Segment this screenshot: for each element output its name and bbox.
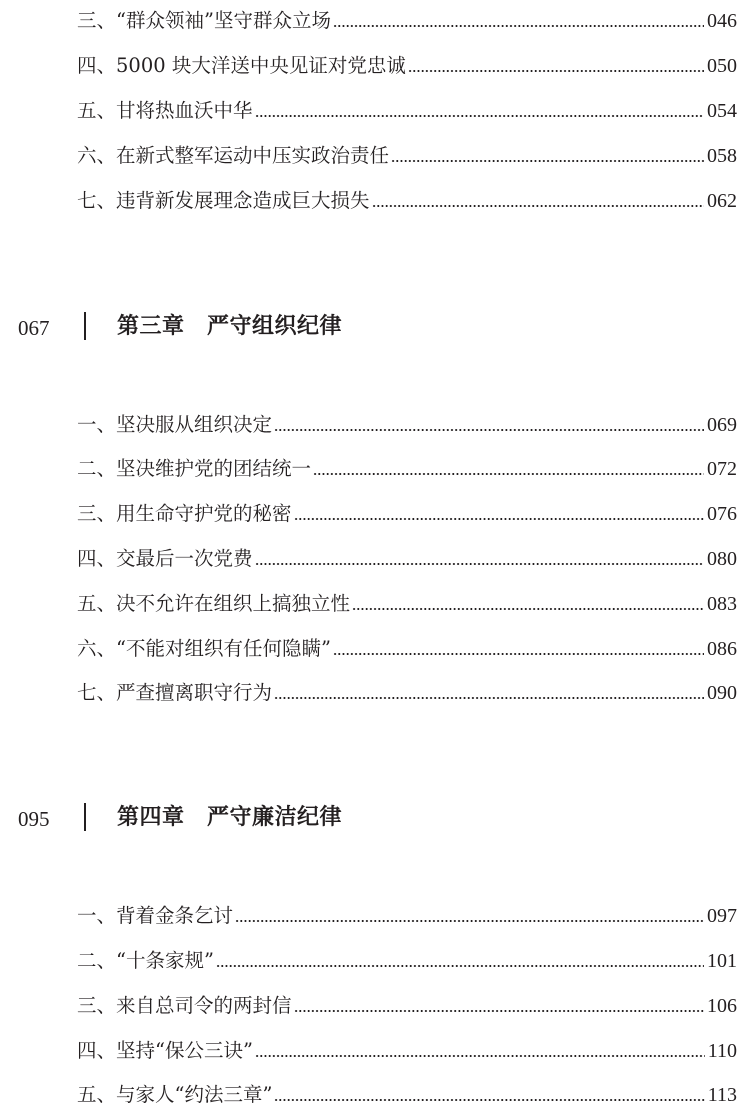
toc-entry-page: 101 xyxy=(707,950,737,972)
toc-entry-page: 062 xyxy=(707,190,737,212)
toc-entry-title: 一、背着金条乞讨 xyxy=(77,904,234,927)
dot-leader xyxy=(372,205,704,207)
toc-entry xyxy=(77,589,737,619)
toc-entry xyxy=(77,1036,737,1066)
dot-leader xyxy=(255,1055,705,1057)
toc-entry-title: 三、来自总司令的两封信 xyxy=(77,994,292,1017)
toc-entry-title: 四、交最后一次党费 xyxy=(77,547,253,570)
toc-entry-page: 110 xyxy=(707,1040,737,1062)
dot-leader xyxy=(274,1099,704,1101)
toc-entry-title: 五、甘将热血沃中华 xyxy=(77,99,253,122)
toc-entry-title: 六、在新式整军运动中压实政治责任 xyxy=(77,144,390,167)
toc-entry-title: 六、“不能对组织有任何隐瞒” xyxy=(77,637,331,660)
chapter-page-number: 067 xyxy=(18,316,50,340)
toc-entry-page: 054 xyxy=(707,100,737,122)
toc-entry-page: 046 xyxy=(707,10,737,32)
dot-leader xyxy=(352,608,704,610)
toc-entry xyxy=(77,6,737,36)
toc-entry xyxy=(77,454,737,484)
chapter-page-number: 095 xyxy=(18,807,50,831)
toc-entry xyxy=(77,141,737,171)
toc-entry-page: 090 xyxy=(707,682,737,704)
toc-entry-title: 四、坚持“保公三诀” xyxy=(77,1039,253,1062)
toc-entry-title: 五、决不允许在组织上搞独立性 xyxy=(77,592,351,615)
toc-entry-page: 106 xyxy=(707,995,737,1017)
toc-entry-title: 三、“群众领袖”坚守群众立场 xyxy=(77,9,331,32)
toc-entry xyxy=(77,499,737,529)
toc-entry-title: 三、用生命守护党的秘密 xyxy=(77,502,292,525)
toc-entry-page: 069 xyxy=(707,414,737,436)
toc-entry-title: 一、坚决服从组织决定 xyxy=(77,413,273,436)
toc-entry-page: 058 xyxy=(707,145,737,167)
dot-leader xyxy=(235,920,704,922)
toc-entry-page: 086 xyxy=(707,638,737,660)
toc-entry-title: 二、“十条家规” xyxy=(77,949,214,972)
toc-entry-title: 七、违背新发展理念造成巨大损失 xyxy=(77,189,370,212)
dot-leader xyxy=(313,473,704,475)
toc-entry-title: 五、与家人“约法三章” xyxy=(77,1083,273,1106)
toc-entry xyxy=(77,678,737,708)
dot-leader xyxy=(216,965,704,967)
toc-entry-page: 113 xyxy=(707,1084,737,1106)
chapter-heading-three xyxy=(0,308,753,348)
toc-entry xyxy=(77,946,737,976)
dot-leader xyxy=(274,429,704,431)
toc-entry-page: 072 xyxy=(707,458,737,480)
toc-entry-page: 083 xyxy=(707,593,737,615)
toc-entry xyxy=(77,51,737,81)
dot-leader xyxy=(255,563,704,565)
dot-leader xyxy=(408,70,704,72)
dot-leader xyxy=(391,160,704,162)
toc-entry-title: 七、严查擅离职守行为 xyxy=(77,681,273,704)
dot-leader xyxy=(333,25,704,27)
toc-entry xyxy=(77,96,737,126)
chapter-heading-four xyxy=(0,799,753,839)
chapter-divider-bar xyxy=(84,803,86,831)
toc-entry xyxy=(77,991,737,1021)
chapter-title: 第四章 严守廉洁纪律 xyxy=(117,805,343,830)
dot-leader xyxy=(255,115,704,117)
toc-entry xyxy=(77,901,737,931)
toc-entry-title: 二、坚决维护党的团结统一 xyxy=(77,457,312,480)
dot-leader xyxy=(333,653,704,655)
toc-entry-title: 四、5000 块大洋送中央见证对党忠诚 xyxy=(77,54,406,77)
toc-entry xyxy=(77,410,737,440)
toc-entry xyxy=(77,186,737,216)
toc-entry-page: 076 xyxy=(707,503,737,525)
chapter-divider-bar xyxy=(84,312,86,340)
chapter-title: 第三章 严守组织纪律 xyxy=(117,314,343,339)
toc-entry xyxy=(77,544,737,574)
dot-leader xyxy=(294,518,704,520)
dot-leader xyxy=(274,697,704,699)
toc-entry-page: 050 xyxy=(707,55,737,77)
dot-leader xyxy=(294,1010,704,1012)
toc-entry-page: 097 xyxy=(707,905,737,927)
toc-entry-page: 080 xyxy=(707,548,737,570)
toc-entry xyxy=(77,1080,737,1110)
toc-entry xyxy=(77,634,737,664)
